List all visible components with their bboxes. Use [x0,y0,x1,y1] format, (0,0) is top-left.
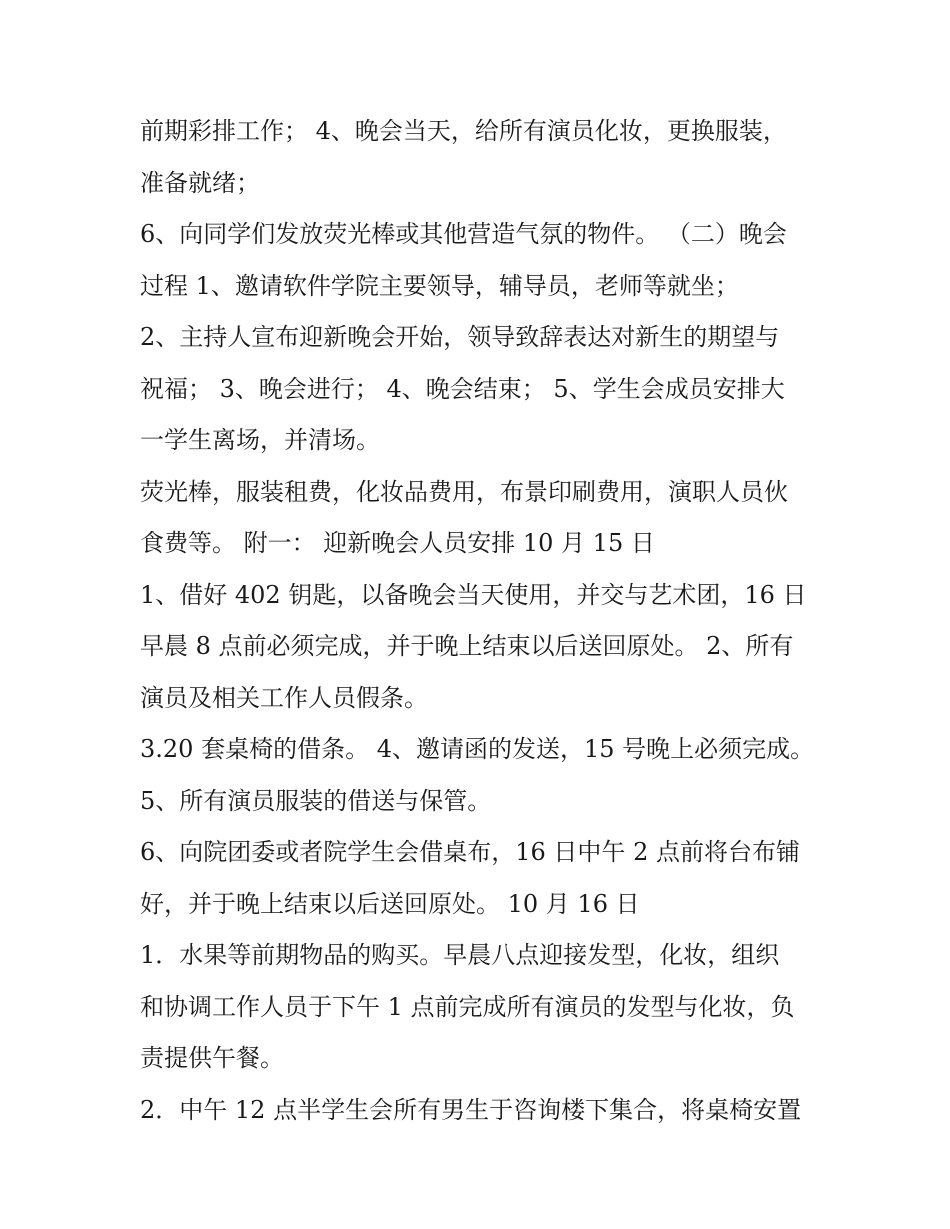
text-line: 2．中午 12 点半学生会所有男生于咨询楼下集合，将桌椅安置 [140,1095,802,1124]
text-line: 3.20 套桌椅的借条。 4、邀请函的发送，15 号晚上必须完成。 [140,735,815,763]
text-line: 1、借好 402 钥匙，以备晚会当天使用，并交与艺术团，16 日 [140,580,807,609]
text-line: 过程 1、邀请软件学院主要领导，辅导员，老师等就坐； [140,271,739,300]
text-line: 6、向院团委或者院学生会借桌布，16 日中午 2 点前将台布铺 [140,838,800,866]
text-line: 荧光棒，服装租费，化妆品费用，布景印刷费用，演职人员伙 [140,477,788,506]
document-body [140,112,830,1142]
text-line: 前期彩排工作； 4、晚会当天，给所有演员化妆，更换服装， [140,117,787,145]
text-line: 演员及相关工作人员假条。 [140,683,428,712]
text-line: 和协调工作人员于下午 1 点前完成所有演员的发型与化妆，负 [140,992,795,1021]
text-line: 2、主持人宣布迎新晚会开始，领导致辞表达对新生的期望与 [140,323,780,351]
text-line: 5、所有演员服装的借送与保管。 [140,786,492,815]
text-line: 6、向同学们发放荧光棒或其他营造气氛的物件。 （二）晚会 [140,220,787,248]
text-line: 好，并于晚上结束以后送回原处。 10 月 16 日 [140,889,640,918]
text-line: 一学生离场，并清场。 [140,426,380,454]
text-line: 1．水果等前期物品的购买。早晨八点迎接发型，化妆，组织 [140,941,780,969]
text-line: 祝福； 3、晚会进行； 4、晚会结束； 5、学生会成员安排大 [140,374,785,403]
text-line: 准备就绪； [140,168,260,197]
text-line: 责提供午餐。 [140,1044,284,1072]
text-line: 食费等。 附一： 迎新晚会人员安排 10 月 15 日 [140,529,655,557]
text-line: 早晨 8 点前必须完成，并于晚上结束以后送回原处。 2、所有 [140,632,794,660]
